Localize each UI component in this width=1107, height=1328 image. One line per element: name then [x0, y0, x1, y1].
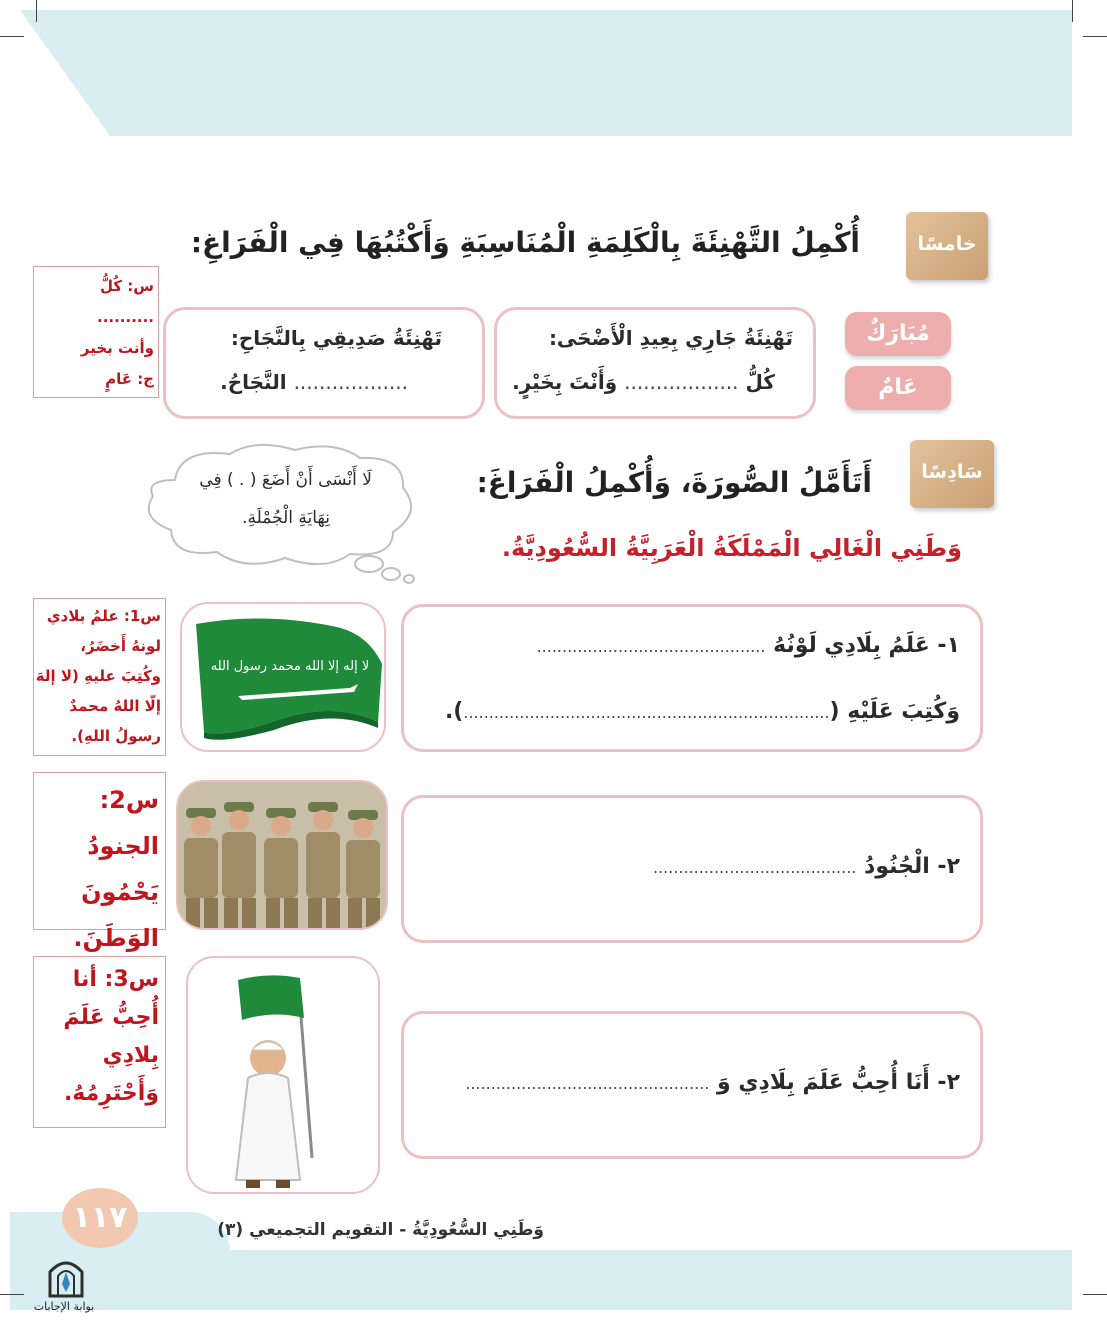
question-box-2 [401, 795, 983, 943]
question-1-line2: وَكُتِبَ عَلَيْهِ (........................................................................). [444, 699, 960, 724]
blank[interactable]: ............................................. [536, 637, 766, 656]
blank[interactable]: .................. [624, 370, 739, 394]
blank[interactable]: ........................................ [652, 858, 857, 877]
section-badge-5: خامسًا [906, 212, 988, 280]
crop-mark [1083, 1294, 1107, 1295]
saudi-flag-icon [182, 604, 386, 752]
crop-mark [36, 0, 37, 22]
question-box-1 [401, 604, 983, 752]
congratulation-box-success [163, 307, 485, 419]
crop-mark [0, 1294, 24, 1295]
fill-line: .................. النَّجَاحُ. [220, 370, 408, 394]
footer-title: وَطَنِي السُّعُودِيَّةُ - التقويم التجميعي (٣) [217, 1220, 544, 1240]
section-6-heading: أَتَأَمَّلُ الصُّورَةَ، وَأُكْمِلُ الْفَرَاغَ: [476, 466, 872, 499]
crop-mark [1072, 0, 1073, 22]
blank[interactable]: .................. [293, 370, 408, 394]
box-title: تَهْنِئَةُ صَدِيقِي بِالنَّجَاحِ: [230, 326, 442, 350]
section-6-subtitle: وَطَنِي الْغَالِي الْمَمْلَكَةُ الْعَرَبِيَّةُ السُّعُودِيَّةُ. [501, 534, 962, 562]
soldiers-illustration [178, 782, 388, 930]
thought-bubble-line2: نِهَايَةِ الْجُمْلَةِ. [242, 508, 330, 528]
soldiers-image [176, 780, 388, 930]
question-2-line1: ٢- الْجُنُودُ ........................................ [652, 854, 960, 879]
saudi-flag-image [180, 602, 386, 752]
boy-with-flag-image [186, 956, 380, 1194]
blank[interactable]: ................................................ [465, 1074, 710, 1093]
blank[interactable]: ........................................................................ [463, 703, 830, 722]
crop-mark [0, 36, 24, 37]
page-number: ١١٧ [62, 1188, 138, 1248]
thought-bubble-line1: لَا أَنْسَى أَنْ أَضَعَ ( . ) فِي [199, 470, 372, 490]
logo-text: بوابة الإجابات [33, 1300, 95, 1313]
question-3-line1: ٢- أَنَا أُحِبُّ عَلَمَ بِلَادِي وَ ................................................ [465, 1070, 960, 1095]
word-bank-chip: عَامٌ [845, 366, 951, 410]
crop-mark [1083, 36, 1107, 37]
section-5-heading: أُكْمِلُ التَّهْنِئَةَ بِالْكَلِمَةِ الْمُنَاسِبَةِ وَأَكْتُبُهَا فِي الْفَرَاغِ: [190, 226, 860, 259]
answers-gate-logo-icon [44, 1254, 88, 1298]
answer-box-q1: س1: علمُ بلادي لونهُ أَخضَرُ، وكُتِبَ عليهِ (لا إلهَ إلّا اللهُ محمدٌ رسولُ اللهِ). [33, 598, 166, 756]
flag-text: لا إله إلا الله محمد رسول الله [210, 659, 370, 674]
answer-box-section5: س: كُلُّ .......... وأنت بخير ج: عَامٍ [33, 266, 159, 398]
bottom-decorative-band [10, 1250, 1072, 1310]
top-decorative-band [0, 10, 1072, 136]
answer-box-q2: س2: الجنودُ يَحْمُونَ الوَطَنَ. [33, 772, 166, 930]
question-box-3 [401, 1011, 983, 1159]
answer-box-q3: س3: أنا أُحِبُّ عَلَمَ بِلادِي وَأَحْتَرِمُهُ. [33, 956, 166, 1128]
box-title: تَهْنِئَةُ جَارِي بِعِيدِ الْأَضْحَى: [548, 326, 793, 350]
fill-line: كُلُّ .................. وَأَنْتَ بِخَيْرٍ. [512, 370, 775, 394]
congratulation-box-eid [494, 307, 816, 419]
section-badge-6: سَادِسًا [910, 440, 994, 508]
question-1-line1: ١- عَلَمُ بِلَادِي لَوْنُهُ ............................................. [536, 633, 960, 658]
word-bank-chip: مُبَارَكٌ [845, 312, 951, 356]
boy-holding-flag-illustration [188, 958, 380, 1194]
